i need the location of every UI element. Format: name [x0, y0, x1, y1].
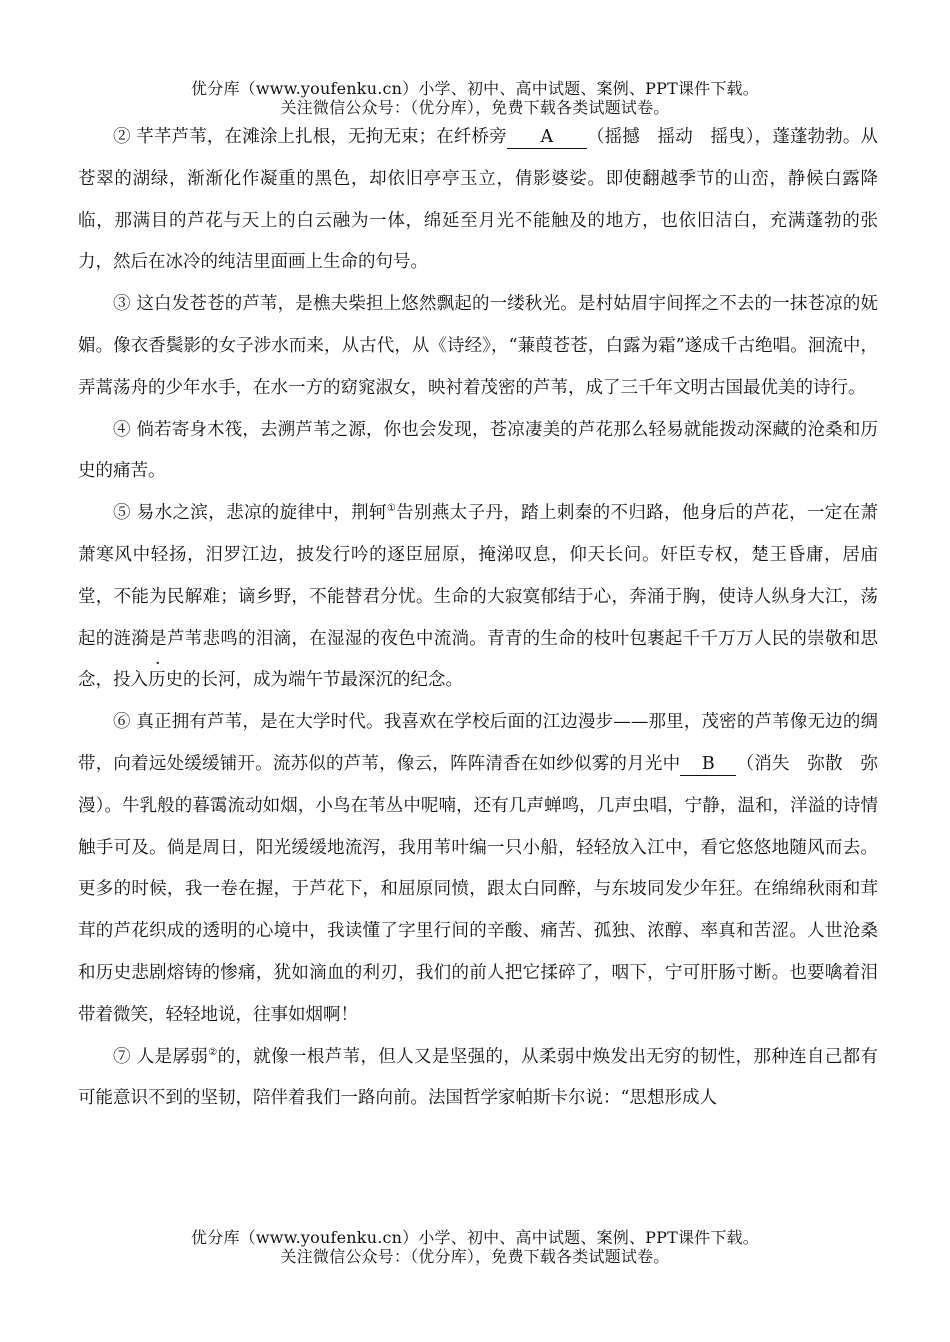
footer-line-2: 关注微信公众号：（优分库），免费下载各类试题试卷。 [280, 1247, 670, 1266]
p6-text-start: ⑥ 真正拥有芦苇，是在大学时代。我喜欢在学校后面的江边漫步——那里，茂密的芦苇像无边的绸带，向着远处缓缓铺开。流苏似的芦苇，像云，阵阵清香在如纱似雾的月光中 [78, 712, 878, 774]
p5-text-middle: 告别燕太子丹，踏上刺秦的不归路，他身后的芦花，一定在萧萧寒风中轻扬，汨罗江边，披发行吟的逐臣屈原，掩涕叹息，仰天长问。奸臣专权，楚王昏庸，居庙堂，不能为民解难；谪乡野，不能替君分忧。生命的大寂寞郁结于心，奔涌于胸，使诗人纵身大江，荡起的涟 [78, 503, 879, 649]
header-line-1: 优分库（www.youfenku.cn）小学、初中、高中试题、案例、PPT课件下载。 [191, 79, 759, 98]
header-line-2: 关注微信公众号：（优分库），免费下载各类试题试卷。 [280, 98, 670, 117]
p5-text-end: 是芦苇悲鸣的泪滴，在湿湿的夜色中流淌。青青的生命的枝叶包裹起千千万万人民的崇敬和思念，投入历史的长河，成为端午节最深沉的纪念。 [78, 628, 879, 691]
p7-text-end: 的，就像一根芦苇，但人又是坚强的，从柔弱中焕发出无穷的韧性，那种连自己都有可能意识不到的坚韧，陪伴着我们一路向前。法国哲学家帕斯卡尔说：“思想形成人 [78, 1046, 879, 1109]
paragraph-7 [78, 1037, 878, 1121]
article-body [78, 117, 878, 1120]
footnote-marker-1: ① [386, 503, 397, 515]
p5-text-start: ⑤ 易水之滨，悲凉的旋律中，荆轲 [113, 503, 387, 524]
page-footer [0, 1228, 950, 1266]
blank-a: A [507, 126, 587, 149]
p6-text-end: 。牛乳般的暮霭流动如烟，小鸟在苇丛中呢喃，还有几声蝉鸣，几声虫唱，宁静，温和，洋溢的诗情触手可及。倘是周日，阳光缓缓地流泻，我用苇叶编一只小船，轻轻放入江中，看它悠悠地随风而去。更多的时候，我一卷在握，于芦花下，和屈原同愤，跟太白同醉，与东坡同发少年狂。在绵绵秋雨和茸茸的芦花织成的透明的心境中，我读懂了字里行间的辛酸、痛苦、孤独、浓醇、率真和苦涩。人世沧桑和历史悲剧熔铸的惨痛，犹如滴血的利刃，我们的前人把它揉碎了，咽下，宁可肝肠寸断。也要噙着泪带着微笑，轻轻地说，往事如烟啊！ [78, 795, 879, 1025]
blank-a-options: （摇撼 摇动 摇曳） [586, 127, 755, 147]
p2-text-end: ，蓬蓬勃勃。从苍翠的湖绿，渐渐化作凝重的黑色，却依旧亭亭玉立，倩影婆娑。即使翻越季节的山峦，静候白露降临，那满目的芦花与天上的白云融为一体，绵延至月光不能触及的地方，也依旧洁白，充满蓬勃的张力，然后在冰冷的纯洁里面画上生命的句号。 [78, 127, 879, 273]
p7-text-start: ⑦ 人是孱弱 [113, 1046, 209, 1067]
paragraph-5 [78, 493, 878, 702]
paragraph-3: ③ 这白发苍苍的芦苇，是樵夫柴担上悠然飘起的一缕秋光。是村姑眉宇间挥之不去的一抹苍凉的妩媚。像衣香鬓影的女子涉水而来，从古代，从《诗经》，“蒹葭苍苍，白露为霜”遂成千古绝唱。洄流中，弄蒿荡舟的少年水手，在水一方的窈窕淑女，映衬着茂密的芦苇，成了三千年文明古国最优美的诗行。 [78, 294, 878, 398]
paragraph-2 [78, 117, 878, 284]
page-header [0, 79, 950, 117]
emphasis-dotted-char: 漪 [131, 628, 150, 649]
paragraph-4: ④ 倘若寄身木筏，去溯芦苇之源，你也会发现，苍凉凄美的芦花那么轻易就能拨动深藏的沧桑和历史的痛苦。 [78, 419, 878, 482]
p2-text-start: ② 芊芊芦苇，在滩涂上扎根，无拘无束；在纤桥旁 [113, 127, 507, 147]
blank-b: B [680, 753, 736, 776]
blank-b-options: （消失 弥散 弥漫） [78, 753, 879, 816]
paragraph-6 [78, 702, 878, 1036]
footer-line-1: 优分库（www.youfenku.cn）小学、初中、高中试题、案例、PPT课件下载。 [191, 1228, 759, 1247]
footnote-marker-2: ② [208, 1046, 218, 1058]
